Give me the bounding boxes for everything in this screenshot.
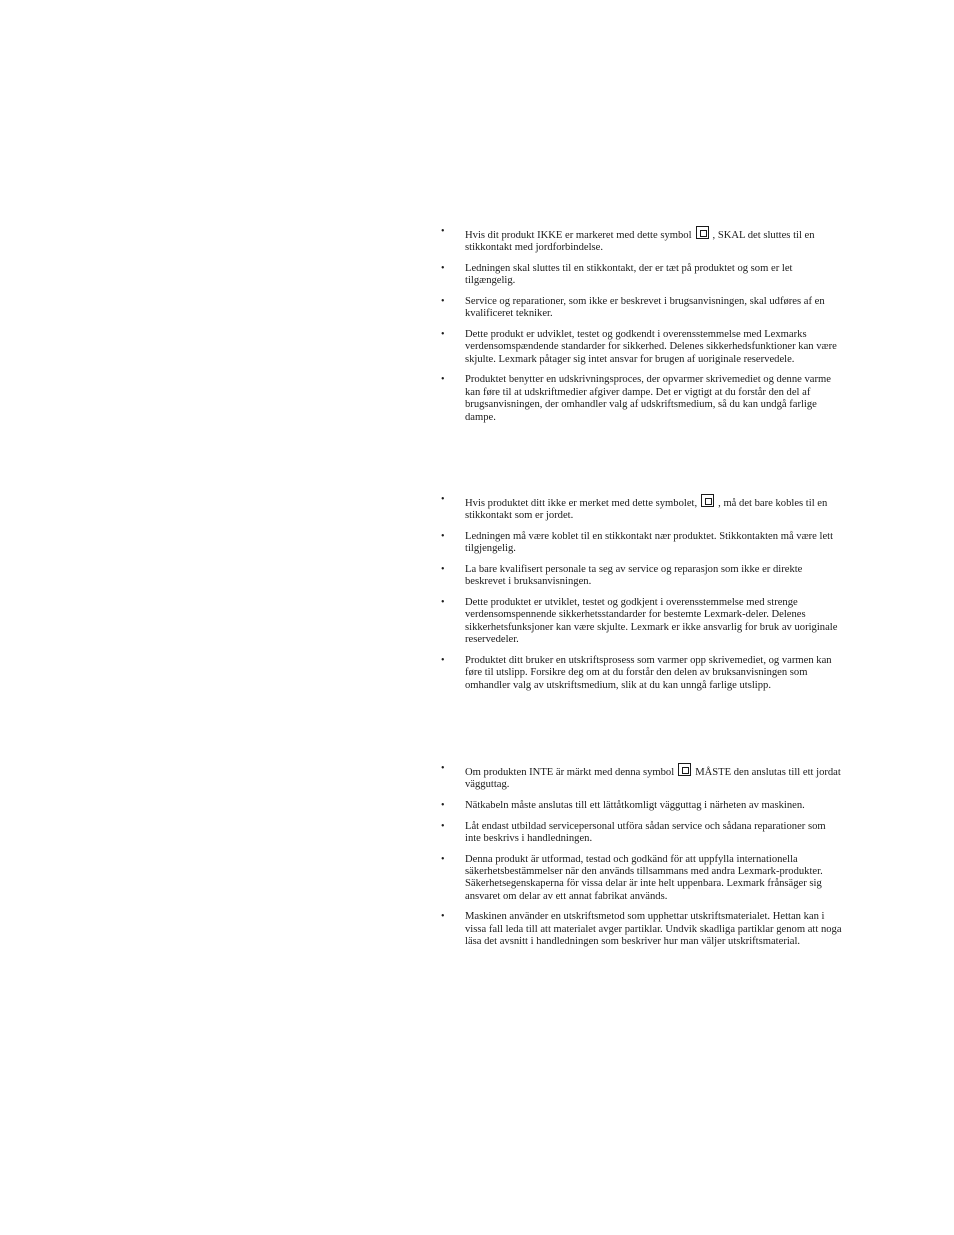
bullet: • <box>441 263 445 274</box>
bullet: • <box>441 820 445 832</box>
list-item <box>440 531 842 556</box>
list-item <box>440 911 842 948</box>
item-text-before: Om produkten INTE är märkt med denna symbol <box>465 767 675 778</box>
item-text: Dette produkt er udviklet, testet og godkendt i overensstemmelse med Lexmarks verdensomspændende standarder for sikkerhed. Delenes sikkerhedsfunktioner kan være skjulte. Lexmark påtager sig intet ansvar for brugen af uoriginale reservedele. <box>465 329 837 365</box>
double-insulation-icon <box>696 226 709 239</box>
bullet: • <box>441 763 445 774</box>
list-item <box>440 655 842 692</box>
item-text: Service og reparationer, som ikke er beskrevet i brugsanvisningen, skal udføres af en kvalificeret tekniker. <box>465 296 825 320</box>
item-text-before: Hvis dit produkt IKKE er markeret med dette symbol <box>465 230 692 241</box>
list-item <box>440 374 842 424</box>
item-text: La bare kvalifisert personale ta seg av service og reparasjon som ikke er direkte beskrevet i bruksanvisningen. <box>465 564 803 588</box>
item-text: Låt endast utbildad servicepersonal utföra sådan service och sådana reparationer som inte beskrivs i handledningen. <box>465 820 826 844</box>
safety-list-swedish <box>440 763 842 957</box>
double-insulation-icon <box>701 494 714 507</box>
bullet: • <box>441 654 445 666</box>
item-text-after: , SKAL det sluttes til en stikkontakt med jordforbindelse. <box>465 230 815 254</box>
list-item <box>440 597 842 647</box>
item-text-before: Hvis produktet ditt ikke er merket med dette symbolet, <box>465 498 698 509</box>
bullet: • <box>441 911 445 923</box>
item-text: Produktet benytter en udskrivningsproces, der opvarmer skrivemediet og denne varme kan føre til at udskriftmedier afgiver dampe. Det er vigtigt at du forstår den del af brugsanvisningen, der omhandler valg af udskriftsmedium, så du kan undgå farlige dampe. <box>465 374 831 423</box>
list-item <box>440 263 842 288</box>
item-text: Denna produkt är utformad, testad och godkänd för att uppfylla internationella säkerhetsbestämmelser när den används tillsammans med andra Lexmark-produkter. Säkerhetsegenskaperna för vissa delar är inte helt uppenbara. Lexmark frånsäger sig ansvaret om delar av ett annat fabrikat används. <box>465 853 823 902</box>
item-text: Maskinen använder en utskriftsmetod som upphettar utskriftsmaterialet. Hettan kan i vissa fall leda till att materialet avger partiklar. Undvik skadliga partiklar genom att noga läsa det avsnitt i handledningen som beskriver hur man väljer utskriftsmaterial. <box>465 911 842 948</box>
bullet: • <box>441 494 445 505</box>
bullet: • <box>441 800 445 811</box>
list-item <box>440 763 842 792</box>
double-insulation-icon <box>678 763 691 776</box>
list-item <box>440 854 842 904</box>
bullet: • <box>441 597 445 608</box>
item-text-after: MÅSTE den anslutas till ett jordat vägguttag. <box>465 767 841 791</box>
item-text: Ledningen må være koblet til en stikkontakt nær produktet. Stikkontakten må være lett tilgjengelig. <box>465 531 834 555</box>
list-item <box>440 329 842 366</box>
bullet: • <box>441 531 445 542</box>
safety-list-norwegian <box>440 494 842 700</box>
list-item <box>440 226 842 255</box>
list-item <box>440 494 842 523</box>
list-item <box>440 296 842 321</box>
item-text: Nätkabeln måste anslutas till ett lättåtkomligt vägguttag i närheten av maskinen. <box>465 800 805 811</box>
bullet: • <box>441 374 445 386</box>
bullet: • <box>441 226 445 237</box>
list-item <box>440 821 842 846</box>
safety-list-danish <box>440 226 842 432</box>
list-item <box>440 800 842 812</box>
bullet: • <box>441 296 445 307</box>
item-text: Dette produktet er utviklet, testet og godkjent i overensstemmelse med strenge verdensomspennende sikkerhetsstandarder for bestemte Lexmark-deler. Delenes sikkerhetsfunksjoner kan være skjulte. Lexmark er ikke ansvarlig for bruk av uoriginale reservedeler. <box>465 597 838 646</box>
item-text-after: , må det bare kobles til en stikkontakt som er jordet. <box>465 498 828 522</box>
list-item <box>440 564 842 589</box>
bullet: • <box>441 853 445 865</box>
bullet: • <box>441 329 445 340</box>
item-text: Produktet ditt bruker en utskriftsprosess som varmer opp skrivemediet, og varmen kan føre til utslipp. Forsikre deg om at du forstår den delen av bruksanvisningen som omhandler valg av utskriftsmedium, slik at du kan unngå farlige utslipp. <box>465 654 832 691</box>
bullet: • <box>441 564 445 575</box>
item-text: Ledningen skal sluttes til en stikkontakt, der er tæt på produktet og som er let tilgængelig. <box>465 263 793 287</box>
